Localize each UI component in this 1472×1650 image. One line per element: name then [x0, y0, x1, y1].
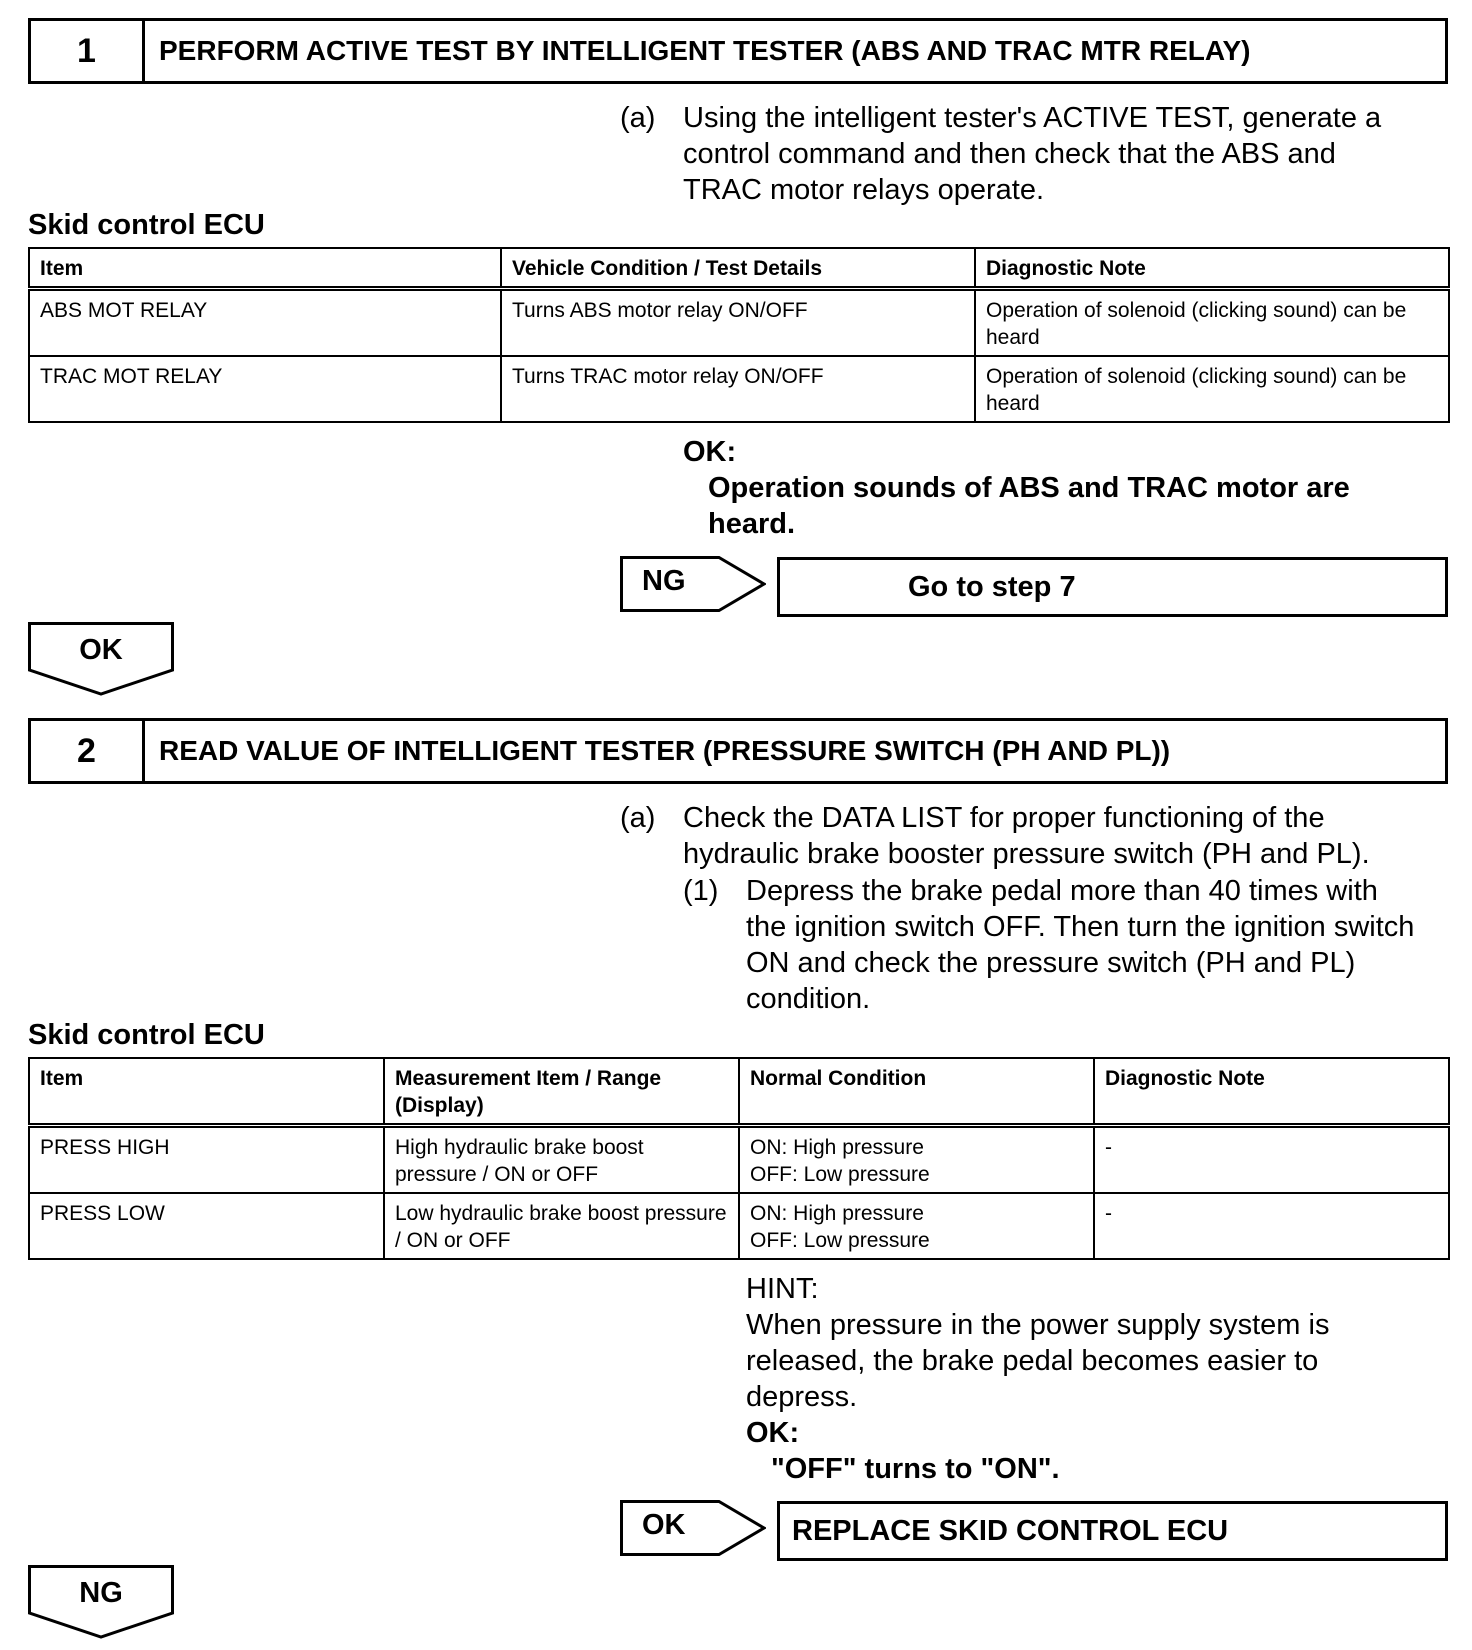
instruction-line: hydraulic brake booster pressure switch (PH and PL).: [683, 838, 1370, 870]
column-header: Item: [29, 248, 501, 289]
instruction-line: Using the intelligent tester's ACTIVE TEST, generate a: [683, 102, 1382, 134]
table-row: [29, 1126, 1449, 1194]
table-cell: [739, 1193, 1094, 1259]
ok-label: OK:: [683, 436, 737, 468]
column-header: Normal Condition: [739, 1058, 1094, 1126]
table-cell: Operation of solenoid (clicking sound) can be heard: [975, 356, 1449, 422]
cell-line: OFF: Low pressure: [750, 1163, 930, 1186]
table-cell: ABS MOT RELAY: [29, 289, 501, 357]
go-to-step-7-box: [777, 557, 1448, 617]
ok-label: OK:: [746, 1417, 800, 1449]
table-cell: PRESS LOW: [29, 1193, 384, 1259]
ok-condition: "OFF" turns to "ON".: [771, 1453, 1060, 1485]
table-cell: High hydraulic brake boost pressure / ON or OFF: [384, 1126, 739, 1194]
cell-line: ON: High pressure: [750, 1202, 924, 1225]
column-header: Diagnostic Note: [975, 248, 1449, 289]
instruction-line: Check the DATA LIST for proper functioning of the: [683, 802, 1325, 834]
step-number: 1: [31, 21, 145, 81]
step-1-header: [28, 18, 1448, 84]
ecu-label: Skid control ECU: [28, 209, 265, 241]
active-test-table: [28, 247, 1450, 423]
step-title: READ VALUE OF INTELLIGENT TESTER (PRESSURE SWITCH (PH AND PL)): [159, 735, 1171, 766]
ok-condition-line: heard.: [708, 508, 796, 540]
ok-condition: [708, 470, 1350, 542]
instruction-line: condition.: [746, 983, 871, 1015]
ok-target-label: REPLACE SKID CONTROL ECU: [792, 1514, 1229, 1547]
table-cell: Turns TRAC motor relay ON/OFF: [501, 356, 975, 422]
ecu-label: Skid control ECU: [28, 1019, 265, 1051]
instruction-line: TRAC motor relays operate.: [683, 174, 1045, 206]
table-cell: Low hydraulic brake boost pressure / ON or OFF: [384, 1193, 739, 1259]
ng-label: NG: [642, 565, 686, 597]
table-cell: Operation of solenoid (clicking sound) can be heard: [975, 289, 1449, 357]
instruction-marker: (a): [620, 102, 656, 134]
ng-target-label: Go to step 7: [908, 570, 1076, 603]
table-cell: Turns ABS motor relay ON/OFF: [501, 289, 975, 357]
step-2-header: [28, 718, 1448, 784]
step-title: PERFORM ACTIVE TEST BY INTELLIGENT TESTER (ABS AND TRAC MTR RELAY): [159, 35, 1251, 66]
instruction-marker: (1): [683, 875, 719, 907]
column-header: Vehicle Condition / Test Details: [501, 248, 975, 289]
table-header-row: [29, 248, 1449, 289]
ok-condition-line: Operation sounds of ABS and TRAC motor are: [708, 472, 1350, 504]
cell-line: ON: High pressure: [750, 1136, 924, 1159]
step-number: 2: [31, 721, 145, 781]
ng-flow-arrow: [620, 556, 766, 612]
replace-ecu-box: [777, 1501, 1448, 1561]
cell-line: OFF: Low pressure: [750, 1229, 930, 1252]
ng-down-arrow: [28, 1565, 174, 1639]
instruction-line: the ignition switch OFF. Then turn the ignition switch: [746, 911, 1415, 943]
instruction-marker: (a): [620, 802, 656, 834]
instruction-1: [683, 873, 1453, 1019]
instruction-line: ON and check the pressure switch (PH and PL): [746, 947, 1356, 979]
hint-line: When pressure in the power supply system is: [746, 1309, 1330, 1341]
table-cell: [739, 1126, 1094, 1194]
ok-down-arrow: [28, 622, 174, 696]
table-row: [29, 1193, 1449, 1259]
ok-down-label: OK: [79, 634, 123, 666]
instruction-a: [620, 100, 1450, 210]
instruction-line: Depress the brake pedal more than 40 times with: [746, 875, 1378, 907]
table-row: [29, 289, 1449, 357]
table-cell: -: [1094, 1126, 1449, 1194]
column-header: Item: [29, 1058, 384, 1126]
table-cell: PRESS HIGH: [29, 1126, 384, 1194]
hint-block: [746, 1271, 1446, 1415]
ok-label: OK: [642, 1509, 686, 1541]
instruction-line: control command and then check that the ABS and: [683, 138, 1336, 170]
table-cell: -: [1094, 1193, 1449, 1259]
table-header-row: [29, 1058, 1449, 1126]
instruction-a: [620, 800, 1450, 874]
ng-down-label: NG: [79, 1577, 123, 1609]
table-cell: TRAC MOT RELAY: [29, 356, 501, 422]
column-header: Diagnostic Note: [1094, 1058, 1449, 1126]
column-header: Measurement Item / Range (Display): [384, 1058, 739, 1126]
data-list-table: [28, 1057, 1450, 1260]
hint-label: HINT:: [746, 1273, 819, 1305]
hint-line: depress.: [746, 1381, 858, 1413]
hint-line: released, the brake pedal becomes easier to: [746, 1345, 1319, 1377]
ok-flow-arrow: [620, 1500, 766, 1556]
table-row: [29, 356, 1449, 422]
